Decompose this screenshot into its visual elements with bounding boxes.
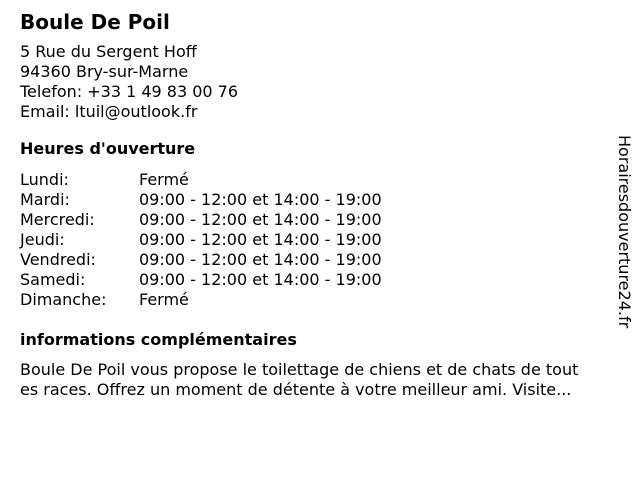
hours-row (20, 270, 620, 290)
site-watermark: Horairesdouverture24.fr (615, 135, 634, 329)
info-line: es races. Offrez un moment de détente à votre meilleur ami. Visite... (20, 380, 572, 399)
hours-time: Fermé (139, 290, 189, 309)
hours-table (20, 170, 620, 310)
hours-day: Samedi: (20, 270, 86, 289)
business-name: Boule De Poil (20, 10, 170, 34)
hours-row (20, 210, 620, 230)
hours-day: Vendredi: (20, 250, 96, 269)
hours-time: 09:00 - 12:00 et 14:00 - 19:00 (139, 230, 382, 249)
hours-row (20, 250, 620, 270)
hours-day: Dimanche: (20, 290, 107, 309)
hours-time: Fermé (139, 170, 189, 189)
hours-time: 09:00 - 12:00 et 14:00 - 19:00 (139, 270, 382, 289)
hours-day: Mercredi: (20, 210, 95, 229)
address-street: 5 Rue du Sergent Hoff (20, 42, 197, 61)
phone-number: Telefon: +33 1 49 83 00 76 (20, 82, 239, 101)
hours-row (20, 190, 620, 210)
hours-time: 09:00 - 12:00 et 14:00 - 19:00 (139, 250, 382, 269)
hours-title: Heures d'ouverture (20, 139, 196, 158)
email-address: Email: ltuil@outlook.fr (20, 102, 198, 121)
hours-row (20, 290, 620, 310)
hours-row (20, 170, 620, 190)
info-title: informations complémentaires (20, 330, 297, 349)
info-description (20, 360, 626, 400)
hours-time: 09:00 - 12:00 et 14:00 - 19:00 (139, 190, 382, 209)
address-city: 94360 Bry-sur-Marne (20, 62, 189, 81)
info-line: Boule De Poil vous propose le toilettage de chiens et de chats de tout (20, 360, 579, 379)
hours-time: 09:00 - 12:00 et 14:00 - 19:00 (139, 210, 382, 229)
hours-day: Lundi: (20, 170, 69, 189)
hours-day: Mardi: (20, 190, 70, 209)
hours-day: Jeudi: (20, 230, 65, 249)
hours-row (20, 230, 620, 250)
business-card (20, 10, 620, 400)
